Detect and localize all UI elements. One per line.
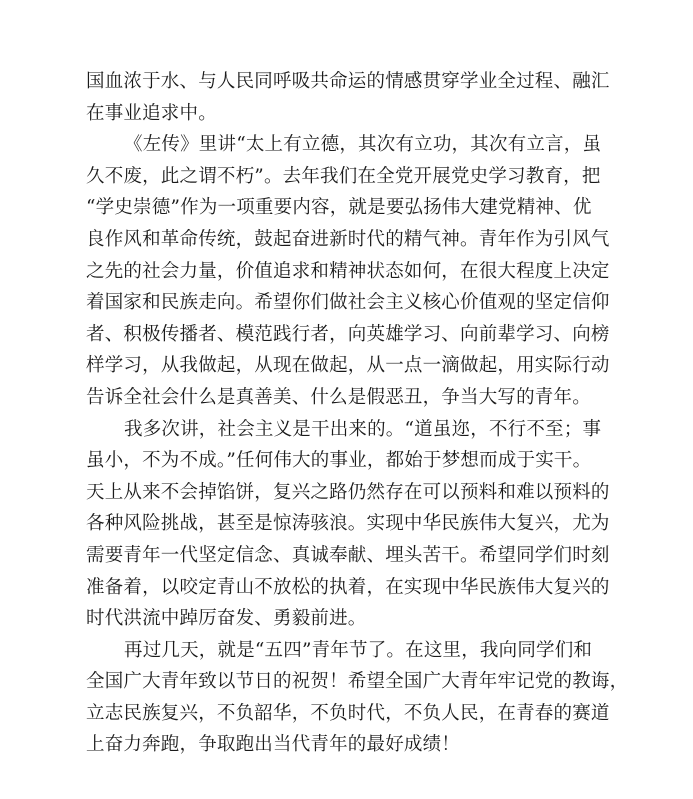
text-line: 者、积极传播者、模范践行者，向英雄学习、向前辈学习、向榜 — [86, 323, 610, 345]
text-line: 需要青年一代坚定信念、真诚奉献、埋头苦干。希望同学们时刻 — [86, 544, 610, 566]
text-line: 虽小，不为不成。”任何伟大的事业，都始于梦想而成于实干。 — [86, 450, 592, 472]
text-line: 全国广大青年致以节日的祝贺！希望全国广大青年牢记党的教诲， — [86, 671, 629, 693]
text-line: 久不废，此之谓不朽”。去年我们在全党开展党史学习教育，把 — [86, 165, 601, 187]
text-line-paragraph-start: 《左传》里讲“太上有立德，其次有立功，其次有立言，虽 — [124, 134, 602, 156]
text-line-paragraph-start: 再过几天，就是“五四”青年节了。在这里，我向同学们和 — [124, 639, 593, 661]
text-line: 各种风险挑战，甚至是惊涛骇浪。实现中华民族伟大复兴，尤为 — [86, 513, 610, 535]
document-body — [86, 66, 629, 761]
text-line: 之先的社会力量，价值追求和精神状态如何，在很大程度上决定 — [86, 260, 610, 282]
text-line: 样学习，从我做起，从现在做起，从一点一滴做起，用实际行动 — [86, 355, 610, 377]
text-line: 在事业追求中。 — [86, 102, 217, 124]
text-line: 时代洪流中踔厉奋发、勇毅前进。 — [86, 608, 367, 630]
text-line: 准备着，以咬定青山不放松的执着，在实现中华民族伟大复兴的 — [86, 576, 610, 598]
text-line: 上奋力奔跑，争取跑出当代青年的最好成绩！ — [86, 734, 461, 756]
text-line: 良作风和革命传统，鼓起奋进新时代的精气神。青年作为引风气 — [86, 228, 610, 250]
text-line-paragraph-start: 我多次讲，社会主义是干出来的。“道虽迩，不行不至；事 — [124, 418, 602, 440]
text-line: 国血浓于水、与人民同呼吸共命运的情感贯穿学业全过程、融汇 — [86, 71, 610, 92]
text-line: 告诉全社会什么是真善美、什么是假恶丑，争当大写的青年。 — [86, 386, 591, 408]
text-line: 立志民族复兴，不负韶华，不负时代，不负人民，在青春的赛道 — [86, 702, 610, 724]
text-line: “学史崇德”作为一项重要内容，就是要弘扬伟大建党精神、优 — [86, 197, 592, 219]
text-line: 天上从来不会掉馅饼，复兴之路仍然存在可以预料和难以预料的 — [86, 481, 610, 503]
text-line: 着国家和民族走向。希望你们做社会主义核心价值观的坚定信仰 — [86, 292, 610, 314]
